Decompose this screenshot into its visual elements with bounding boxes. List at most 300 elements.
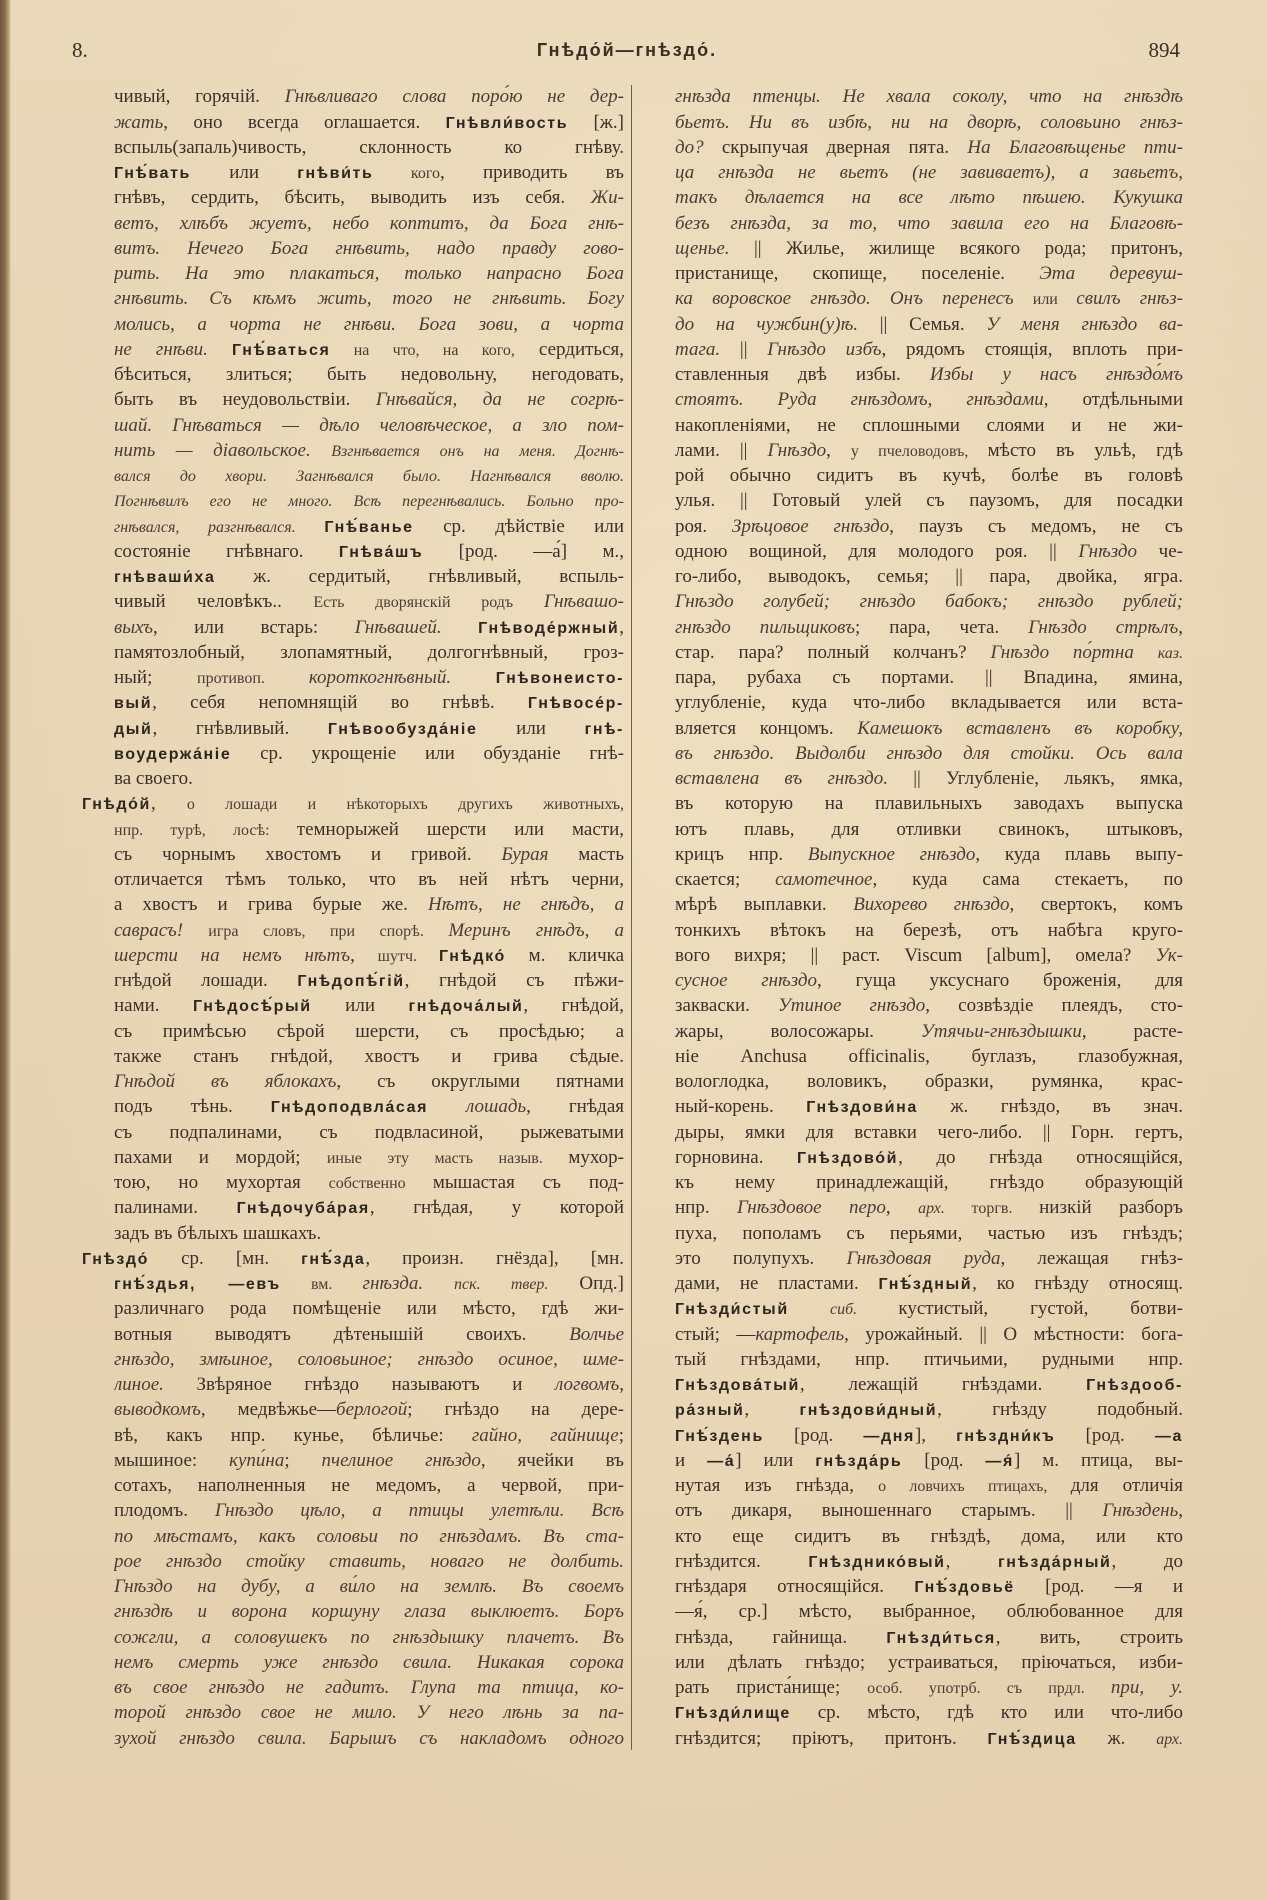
roman-text: съ чорнымъ хвостомъ и гривой. (114, 843, 502, 865)
text-line (114, 1448, 624, 1473)
text-line (675, 817, 1183, 842)
roman-text: [род. (1055, 1424, 1155, 1446)
roman-text: ср. укрощеніе или обузданіе гнѣ- (231, 742, 624, 764)
roman-text: , (744, 1399, 800, 1421)
italic-text: немъ смерть уже гнѣздо свила. Никакая сорока (114, 1651, 624, 1673)
text-line (675, 312, 1183, 337)
roman-text: нами. (114, 995, 193, 1017)
italic-text: бьетъ. Ни въ избѣ, ни на дворѣ, соловьино гнѣз- (675, 111, 1183, 133)
text-line (675, 1574, 1183, 1599)
roman-text: , (1178, 616, 1183, 638)
headword: Гнѣздови́на (806, 1099, 918, 1117)
roman-text: || Жилье, жилище всякого рода; притонъ, (753, 237, 1183, 259)
text-line (675, 1700, 1183, 1725)
roman-text: памятозлобный, злопамятный, долгогнѣвный, гроз- (114, 641, 624, 663)
right-column (675, 84, 1183, 1751)
headword: —я́ (985, 1452, 1014, 1470)
headword: гнѣ́зда (301, 1250, 366, 1268)
text-line (114, 1599, 624, 1624)
italic-text: шерсти на немъ нѣтъ (114, 944, 351, 966)
text-line (675, 185, 1183, 210)
text-line (114, 993, 624, 1018)
text-line (675, 640, 1183, 665)
italic-text: Меринъ гнѣдъ, а (448, 919, 624, 941)
text-line (675, 716, 1183, 741)
italic-text: въ свое гнѣздо не гадитъ. Глупа та птица, ко- (114, 1677, 624, 1699)
text-line (675, 438, 1183, 463)
headword: Гнѣ́здица (987, 1730, 1077, 1748)
text-line (114, 1094, 624, 1119)
text-line (114, 387, 624, 412)
italic-text: до? (675, 136, 722, 158)
italic-text: гнѣзда. (362, 1273, 455, 1295)
roman-text: || (739, 338, 768, 360)
italic-text: Гнѣздо цѣло, а птицы улетѣли. Всѣ (214, 1500, 624, 1522)
text-line (82, 791, 624, 816)
text-line (675, 1195, 1183, 1220)
text-line (114, 1625, 624, 1650)
text-line (114, 337, 624, 362)
text-line (675, 286, 1183, 311)
roman-text: гнѣздаря относящійся. (675, 1576, 915, 1598)
headword: ра́зный (675, 1402, 745, 1420)
text-line (114, 135, 624, 160)
roman-text: стар. пара? полный колчанъ? (675, 641, 991, 663)
headword: гнѣваши́ха (114, 569, 216, 587)
roman-text: мѣрѣ выплавки. (675, 894, 854, 916)
roman-text: или (477, 717, 585, 739)
running-head: Гнѣдо́й—гнѣздо́. (536, 40, 718, 60)
roman-text: крицъ нпр. (675, 843, 808, 865)
small-text: о ловчихъ птицахъ, (878, 1478, 1071, 1496)
roman-text: ] м. птица, вы- (1013, 1449, 1183, 1471)
text-line (675, 1473, 1183, 1498)
italic-text: жать (114, 111, 164, 133)
headword: дый (114, 720, 153, 738)
roman-text: задъ въ бѣлыхъ шашкахъ. (114, 1222, 322, 1244)
roman-text: , ко гнѣзду относящ. (972, 1273, 1183, 1295)
text-line (675, 1145, 1183, 1170)
roman-text: [род. (902, 1449, 986, 1471)
text-line (675, 135, 1183, 160)
roman-text: а хвостъ и грива бурые же. (114, 894, 429, 916)
italic-text: Гнѣздовая руда (846, 1247, 1001, 1269)
italic-text: тага. (675, 338, 740, 360)
text-line (675, 1069, 1183, 1094)
italic-text: Гнѣздо стрѣлъ (1028, 616, 1179, 638)
text-line (675, 337, 1183, 362)
italic-text: короткогнѣвный. (308, 667, 496, 689)
italic-text: при, у. (1110, 1677, 1183, 1699)
text-line (675, 160, 1183, 185)
italic-text: ца гнѣзда не вьетъ (не завиваетъ), а завьетъ, (675, 162, 1183, 184)
roman-text: ; (618, 1424, 624, 1446)
text-line (114, 463, 624, 488)
roman-text: гнѣвъ, сердить, бѣсить, выводить изъ себя. (114, 187, 591, 209)
roman-text: вѣ, какъ нпр. кунье, бѣличье: (114, 1424, 472, 1446)
left-column (82, 84, 624, 1751)
text-line (114, 918, 624, 943)
roman-text: чивый человѣкъ.. (114, 591, 314, 613)
text-line (675, 236, 1183, 261)
text-line (114, 185, 624, 210)
text-line (114, 665, 624, 690)
roman-text: , лежащій гнѣздами. (799, 1374, 1087, 1396)
text-line (675, 84, 1183, 109)
italic-text: рить. На это плакаться, только напрасно Бога (114, 263, 624, 285)
roman-text: одною вощиной, для молодого роя. || (675, 540, 1079, 562)
headword: Гнѣздова́тый (675, 1377, 800, 1395)
small-text: собственно (328, 1175, 433, 1193)
roman-text: , ячейки въ (480, 1449, 624, 1471)
text-line (114, 312, 624, 337)
italic-text: ка воровское гнѣздо. Онъ перенесъ (675, 288, 1033, 310)
roman-text: , съ округлыми пятнами (336, 1071, 624, 1093)
roman-text: различнаго рода помѣщеніе или мѣсто, гдѣ жи- (114, 1298, 624, 1320)
italic-text: не гнѣви. (114, 338, 232, 360)
italic-text: въ гнѣздо. Выдолби гнѣздо для стойки. Ось вала (675, 742, 1183, 764)
text-line (675, 690, 1183, 715)
headword: Гнѣдопѣ́гій (297, 973, 405, 991)
text-line (675, 766, 1183, 791)
headword: гнѣзда́рь (815, 1452, 903, 1470)
roman-text: мѣсто въ ульѣ, гдѣ (987, 439, 1183, 461)
italic-text: Гнѣздо голубей; гнѣздо бабокъ; гнѣздо рублей; (675, 591, 1183, 613)
headword: Гнѣ́вать (114, 165, 191, 183)
text-line (114, 514, 624, 539)
text-line (114, 1069, 624, 1094)
roman-text: мышастая съ под- (432, 1172, 624, 1194)
text-line (114, 817, 624, 842)
small-text: кого (373, 165, 441, 183)
italic-text: гнѣздо, змѣиное, соловьиное; гнѣздо осиное, шме- (114, 1348, 624, 1370)
headword: Гнѣдоподвла́сая (270, 1099, 429, 1117)
roman-text: для отличія (1070, 1475, 1183, 1497)
roman-text: накопленіями, не сплошными слоями и не жи- (675, 414, 1183, 436)
text-line (114, 892, 624, 917)
small-text: шутч. (377, 947, 440, 965)
roman-text: , паузъ съ медомъ, не съ (889, 515, 1183, 537)
text-line (114, 211, 624, 236)
italic-text: Гнѣвашей. (354, 616, 479, 638)
italic-text: логвомъ (555, 1374, 620, 1396)
text-line (114, 690, 624, 715)
roman-text: быть въ неудовольствіи. (114, 389, 376, 411)
roman-text: , расте- (1081, 1020, 1183, 1042)
italic-text: Гнѣвливаго слова поро́ю не дер- (284, 86, 624, 108)
page-binding-edge (0, 0, 11, 1900)
italic-text: такъ дѣлается на все лѣто пѣшею. Кукушка (675, 187, 1183, 209)
text-line (114, 716, 624, 741)
headword: Гнѣвосе́р- (527, 695, 624, 713)
roman-text: , (885, 1197, 919, 1219)
roman-text: , гнѣдая, у которой (369, 1197, 624, 1219)
text-line (114, 741, 624, 766)
roman-text: , (350, 944, 378, 966)
italic-text: Избы у насъ гнѣздо́мъ (929, 364, 1183, 386)
text-line (114, 968, 624, 993)
roman-text: , медвѣжье— (200, 1399, 337, 1421)
roman-text: это полупухъ. (675, 1247, 847, 1269)
roman-text: [род. —а́] м., (423, 540, 624, 562)
text-line (114, 438, 624, 463)
italic-text: стоятъ. Руда гнѣздомъ, гнѣздами (675, 389, 1044, 411)
roman-text: гнѣдой лошади. (114, 970, 298, 992)
headword: вый (114, 695, 153, 713)
roman-text: улья. || Готовый улей съ паузомъ, для посадки (675, 490, 1183, 512)
headword: Гнѣ́ванье (324, 518, 414, 536)
roman-text: подъ тѣнь. (114, 1096, 271, 1118)
text-line (675, 1296, 1183, 1321)
text-line (675, 993, 1183, 1018)
headword: Гнѣздооб- (1086, 1377, 1183, 1395)
roman-text: , куда плавь выпу- (975, 843, 1183, 865)
text-line (675, 741, 1183, 766)
roman-text: гнѣзда, гайнища. (675, 1626, 887, 1648)
italic-text: Нѣтъ, не гнѣдъ, а (428, 894, 624, 916)
italic-text: Утиное гнѣздо (778, 995, 926, 1017)
text-line (114, 1170, 624, 1195)
roman-text: , гнѣдая (526, 1096, 624, 1118)
italic-text: гнѣздо пильщиковъ (675, 616, 856, 638)
roman-text: , куда сама стекаетъ, по (872, 869, 1183, 891)
text-line (114, 1221, 624, 1246)
roman-text: Звѣряное гнѣздо называютъ и (196, 1374, 556, 1396)
text-line (114, 842, 624, 867)
headword: гнѣздни́къ (956, 1427, 1056, 1445)
headword: —а (1154, 1427, 1183, 1445)
text-line (114, 84, 624, 109)
italic-text: Выпускное гнѣздо (807, 843, 976, 865)
headword: Гнѣдко́ (439, 947, 506, 965)
small-italic-text: гнѣвался, разгнѣвался. (114, 518, 325, 536)
italic-text: щенье. (675, 237, 754, 259)
italic-text: сожгли, а соловушекъ по гнѣздышку плачетъ. Въ (114, 1626, 624, 1648)
roman-text: вляется концомъ. (675, 717, 858, 739)
text-line (675, 943, 1183, 968)
text-line (675, 1448, 1183, 1473)
roman-text: стый; — (675, 1323, 756, 1345)
roman-text: [ж.] (568, 111, 624, 133)
text-line (675, 1397, 1183, 1422)
column-rule (631, 85, 632, 1750)
roman-text: скается; (675, 869, 776, 891)
small-italic-text: Погнѣвилъ его не много. Всѣ перегнѣвались. Больно про- (114, 493, 624, 511)
roman-text: ставленныя двѣ избы. (675, 364, 930, 386)
roman-text: Опд.] (548, 1273, 624, 1295)
headword: гнѣдоча́лый (408, 998, 524, 1016)
roman-text: или дѣлать гнѣздо; устраиваться, пріючаться, изби- (675, 1651, 1183, 1673)
italic-text: витъ. Нечего Бога гнѣвить, надо правду гово- (114, 237, 624, 259)
text-line (675, 1372, 1183, 1397)
roman-text: или (311, 995, 409, 1017)
text-line (114, 1296, 624, 1321)
text-line (675, 1549, 1183, 1574)
roman-text: [род. —я и (1014, 1576, 1183, 1598)
roman-text: тою, но мухортая (114, 1172, 329, 1194)
text-line (114, 1700, 624, 1725)
text-line (675, 1423, 1183, 1448)
text-line (114, 362, 624, 387)
italic-text: вставлена въ гнѣздо. (675, 768, 914, 790)
italic-text: саврасъ! (114, 919, 209, 941)
roman-text: , (945, 1550, 998, 1572)
roman-text: , (150, 793, 187, 815)
italic-text: Гнѣдой въ яблокахъ (114, 1071, 337, 1093)
text-line (675, 1675, 1183, 1700)
text-line (675, 110, 1183, 135)
small-text: противоп. (197, 670, 309, 688)
text-line (675, 387, 1183, 412)
roman-text: , (1178, 1500, 1183, 1522)
headword: Гнѣвообузда́ніе (327, 720, 478, 738)
roman-text: къ нему принадлежащій, гнѣздо образующій (675, 1172, 1183, 1194)
roman-text: ср. мѣсто, гдѣ кто или что-либо (790, 1702, 1183, 1724)
roman-text: сердиться, (514, 338, 624, 360)
roman-text: , созвѣздіе плеядъ, сто- (925, 995, 1183, 1017)
small-text: вм. (280, 1276, 363, 1294)
italic-text: Жи- (590, 187, 624, 209)
roman-text: м. кличка (505, 944, 624, 966)
small-text: особ. употрб. съ прдл. (867, 1680, 1111, 1698)
italic-text: гнѣвить. Съ кѣмъ жить, того не гнѣвить. Богу (114, 288, 624, 310)
roman-text: также станъ гнѣдой, хвостъ и грива сѣдые. (114, 1045, 624, 1067)
roman-text: вого вихря; || раст. Viscum [album], омела? (675, 944, 1156, 966)
italic-text: Гнѣздо на дубу, а ви́ло на землѣ. Въ своемъ (114, 1576, 624, 1598)
roman-text: закваски. (675, 995, 779, 1017)
text-line (114, 1120, 624, 1145)
roman-text: , или встарь: (152, 616, 355, 638)
italic-text: выхъ (114, 616, 153, 638)
headword: гнѣзда́рный (997, 1553, 1112, 1571)
roman-text: вотныя выводятъ дѣтенышій своихъ. (114, 1323, 570, 1345)
roman-text: рой обычно сидитъ въ кучѣ, болѣе въ головѣ (675, 465, 1183, 487)
roman-text: лами. || (675, 439, 768, 461)
roman-text: , (619, 1374, 624, 1396)
roman-text: гнѣздится; пріютъ, притонъ. (675, 1727, 988, 1749)
text-line (675, 1094, 1183, 1119)
italic-text: Волчье (569, 1323, 624, 1345)
text-line (114, 1498, 624, 1523)
roman-text: пахами и мордой; (114, 1146, 327, 1168)
roman-text: ] или (735, 1449, 816, 1471)
italic-text: Ук- (1155, 944, 1183, 966)
headword: Гнѣдочуба́рая (236, 1200, 370, 1218)
italic-text: Гнѣздо (767, 439, 827, 461)
text-line (114, 1423, 624, 1448)
roman-text: , вить, строить (995, 1626, 1183, 1648)
roman-text: , лежащая гнѣз- (1000, 1247, 1183, 1269)
headword: Гнѣзднико́вый (808, 1553, 946, 1571)
roman-text: палинами. (114, 1197, 237, 1219)
roman-text: , до гнѣзда относящійся, (898, 1146, 1183, 1168)
roman-text: состояніе гнѣвнаго. (114, 540, 339, 562)
roman-text: ср. дѣйствіе или (413, 515, 624, 537)
roman-text: ср. [мн. (149, 1247, 302, 1269)
roman-text: ж. (1076, 1727, 1157, 1749)
text-line (675, 1498, 1183, 1523)
roman-text: мышиное: (114, 1449, 230, 1471)
text-line (114, 1347, 624, 1372)
text-line (675, 615, 1183, 640)
text-line (114, 1372, 624, 1397)
roman-text: [род. (763, 1424, 864, 1446)
text-line (114, 110, 624, 135)
headword: Гнѣзди́стый (675, 1301, 789, 1319)
text-line (114, 1322, 624, 1347)
headword: Гнѣ́здень (675, 1427, 764, 1445)
text-line (114, 589, 624, 614)
italic-text: линое. (114, 1374, 197, 1396)
italic-text: по мѣстамъ, какъ соловьи по гнѣздамъ. Въ ста- (114, 1525, 624, 1547)
italic-text: самотечное (775, 869, 873, 891)
roman-text: ж. гнѣздо, въ знач. (917, 1096, 1183, 1118)
text-line (114, 867, 624, 892)
text-line (675, 1524, 1183, 1549)
italic-text: выводкомъ (114, 1399, 201, 1421)
italic-text: Гнѣвайся, да не согрѣ- (375, 389, 624, 411)
roman-text: че- (1137, 540, 1183, 562)
text-line (114, 1145, 624, 1170)
roman-text: чивый, горячій. (114, 86, 285, 108)
text-line (114, 1726, 624, 1751)
headword: гнѣ- (584, 720, 624, 738)
roman-text: дами, не пластами. (675, 1273, 879, 1295)
text-line (675, 362, 1183, 387)
text-line (114, 413, 624, 438)
text-line (675, 1347, 1183, 1372)
italic-text: На Благовѣщенье пти- (967, 136, 1183, 158)
headword: —дня (863, 1427, 915, 1445)
roman-text: ж. сердитый, гнѣвливый, вспыль- (215, 566, 624, 588)
headword: Гнѣвонеисто- (495, 670, 624, 688)
italic-text: Гнѣздень (1102, 1500, 1179, 1522)
roman-text: вспыль(запаль)чивость, склонность ко гнѣву. (114, 136, 624, 158)
small-italic-text: вался до хвори. Загнѣвался было. Нагнѣвался вволю. (114, 468, 624, 486)
roman-text: , гуща уксуснаго броженія, для (817, 970, 1183, 992)
roman-text: отличается тѣмъ только, что въ ней нѣтъ черни, (114, 869, 624, 891)
roman-text: ; (284, 1449, 322, 1471)
small-italic-text: каз. (1157, 644, 1183, 662)
text-line (114, 1019, 624, 1044)
roman-text: , свертокъ, комъ (1009, 894, 1183, 916)
roman-text: скрыпучая дверная пята. (721, 136, 968, 158)
roman-text: , отдѣльными (1043, 389, 1183, 411)
roman-text: вологлодка, воловикъ, образки, румянка, крас- (675, 1071, 1183, 1093)
headword: Гнѣздо́ (82, 1250, 150, 1268)
headword: Гнѣдосѣ́рый (193, 998, 312, 1016)
text-line (675, 867, 1183, 892)
roman-text: мухор- (568, 1146, 624, 1168)
text-line (675, 968, 1183, 993)
roman-text: || Углубленіе, льякъ, ямка, (913, 768, 1183, 790)
roman-text: углубленіе, куда что-либо вкладывается или вста- (675, 692, 1183, 714)
text-line (114, 1195, 624, 1220)
headword: Гнѣводе́ржный (478, 619, 620, 637)
roman-text: , урожайный. || О мѣстности: бога- (844, 1323, 1183, 1345)
headword: гнѣ́здья, —евъ (114, 1276, 281, 1294)
italic-text: до на чужбин(у)ѣ. (675, 313, 880, 335)
text-line (675, 842, 1183, 867)
small-text: о лошади и нѣкоторыхъ другихъ животныхъ, (186, 796, 624, 814)
text-line (114, 943, 624, 968)
small-text: у пчеловодовъ, (850, 442, 988, 460)
text-line (114, 539, 624, 564)
roman-text: , (619, 616, 624, 638)
italic-text: Камешокъ вставленъ въ коробку, (857, 717, 1183, 739)
roman-text: ютъ плавь, для отливки свинокъ, штыковъ, (675, 818, 1183, 840)
roman-text: ный-корень. (675, 1096, 807, 1118)
